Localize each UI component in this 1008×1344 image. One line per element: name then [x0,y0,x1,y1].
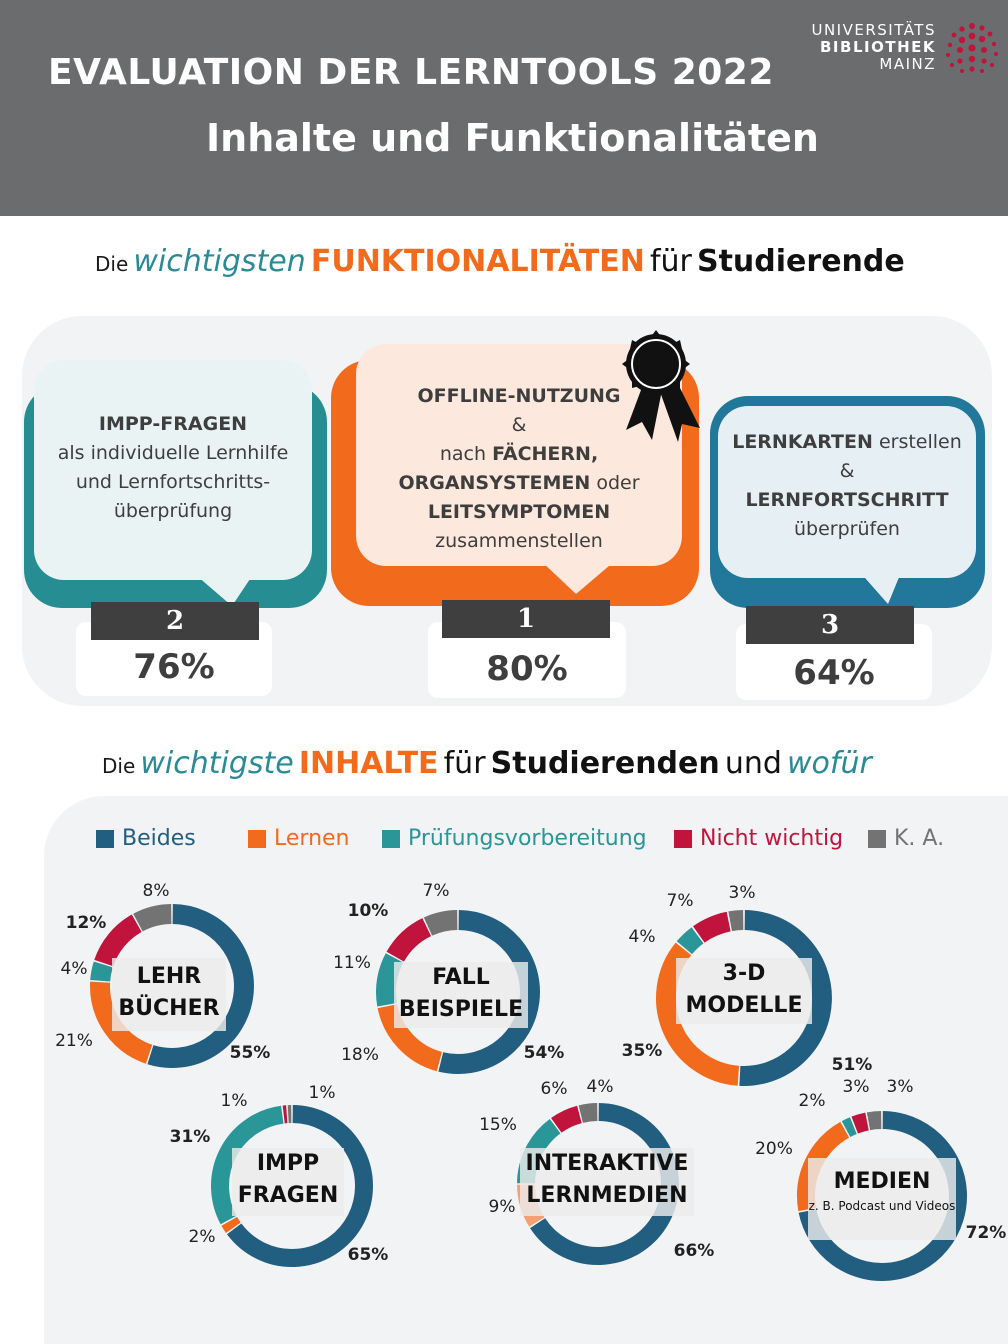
donut-3-label-nicht-wichtig: 1% [220,1091,248,1111]
donut-label-impp-fragen: IMPP FRAGEN [232,1148,344,1216]
donut-label-medien: MEDIEN z. B. Podcast und Videos [808,1158,956,1240]
donut-label-lehrbuecher: LEHR BÜCHER [112,958,226,1031]
donut-5-label-pruefung: 2% [798,1091,826,1111]
donut-1-label-lernen: 18% [341,1045,379,1065]
donut-0-slice-pruefung [100,964,103,980]
donut-5-slice-pruefung [846,1126,853,1129]
donut-label-interaktive-lernmedien: INTERAKTIVE LERNMEDIEN [520,1148,694,1216]
donut-1-label-pruefung: 11% [333,953,371,973]
legend-item-nicht-wichtig: Nicht wichtig [674,826,843,851]
donut-3-slice-lernen [229,1221,233,1227]
donut-4-label-lernen: 9% [488,1197,516,1217]
donut-label-3d-modelle: 3-D MODELLE [676,958,812,1024]
donut-1-slice-ka [428,920,457,927]
donut-0-label-beides: 55% [229,1043,271,1063]
donut-5-slice-nicht-wichtig [855,1121,867,1125]
donut-2-slice-nicht-wichtig [699,922,729,935]
donut-0-label-lernen: 21% [55,1031,93,1051]
donut-4-slice-ka [581,1112,597,1114]
section-title-functionalities: Die wichtigsten FUNKTIONALITÄTEN für Studierende [95,244,905,279]
donut-5-label-ka: 3% [886,1077,914,1097]
donut-5-slice-ka [869,1120,882,1121]
donut-2-label-beides: 51% [831,1055,873,1075]
card-rank-3-badge: 3 [746,606,914,644]
donut-0-label-nicht-wichtig: 12% [65,913,107,933]
donut-2-label-ka: 3% [728,883,756,903]
donut-1-slice-nicht-wichtig [395,927,426,957]
donut-3-label-beides: 65% [347,1245,389,1265]
donut-3-label-lernen: 2% [188,1227,216,1247]
legend-item-beides: Beides [96,826,196,851]
donut-4-label-pruefung: 15% [479,1115,517,1135]
card-rank-2-bubble: IMPP-FRAGEN als individuelle Lernhilfe und Lernfortschritts- überprüfung [34,360,312,580]
donut-0-label-pruefung: 4% [60,959,88,979]
donut-5-label-beides: 72% [965,1223,1007,1243]
donut-3-label-pruefung: 31% [169,1127,211,1147]
donut-4-label-beides: 66% [673,1241,715,1261]
card-rank-2-percent: 76% [76,622,272,696]
donut-3-label-ka: 1% [308,1083,336,1103]
donut-5-label-lernen: 20% [755,1139,793,1159]
legend-item-pruefung: Prüfungsvorbereitung [382,826,647,851]
card-rank-1-bubble: OFFLINE-NUTZUNG & nach FÄCHERN, ORGANSYSTEMEN oder LEITSYMPTOMEN zusammenstellen [356,344,682,566]
donut-2-label-pruefung: 4% [628,927,656,947]
page-title: EVALUATION DER LERNTOOLS 2022 [48,52,774,93]
card-rank-3-bubble: LERNKARTEN erstellen & LERNFORTSCHRITT überprüfen [718,406,976,578]
donut-2-label-nicht-wichtig: 7% [666,891,694,911]
donut-2-slice-pruefung [684,935,697,947]
card-rank-2-badge: 2 [91,602,259,640]
card-rank-3-percent: 64% [736,624,932,700]
donut-4-label-ka: 4% [586,1077,614,1097]
donut-label-fallbeispiele: FALL BEISPIELE [394,962,528,1028]
donut-2-slice-ka [730,920,743,921]
donut-0-label-ka: 8% [142,881,170,901]
card-rank-1-percent: 80% [428,622,626,698]
donut-1-label-ka: 7% [422,881,450,901]
donut-4-slice-nicht-wichtig [556,1114,579,1125]
legend-item-lernen: Lernen [248,826,350,851]
donut-2-label-lernen: 35% [621,1041,663,1061]
donut-5-label-nicht-wichtig: 3% [842,1077,870,1097]
card-rank-1-badge: 1 [442,600,610,638]
donut-1-label-nicht-wichtig: 10% [347,901,389,921]
library-logo-text: UNIVERSITÄTS BIBLIOTHEK MAINZ [811,21,936,73]
legend-item-ka: K. A. [868,826,944,851]
donut-4-label-nicht-wichtig: 6% [540,1079,568,1099]
page-subtitle: Inhalte und Funktionalitäten [206,116,819,160]
section-title-contents: Die wichtigste INHALTE für Studierenden und wofür [102,746,872,781]
donut-0-slice-ka [138,914,171,923]
donut-1-label-beides: 54% [523,1043,565,1063]
